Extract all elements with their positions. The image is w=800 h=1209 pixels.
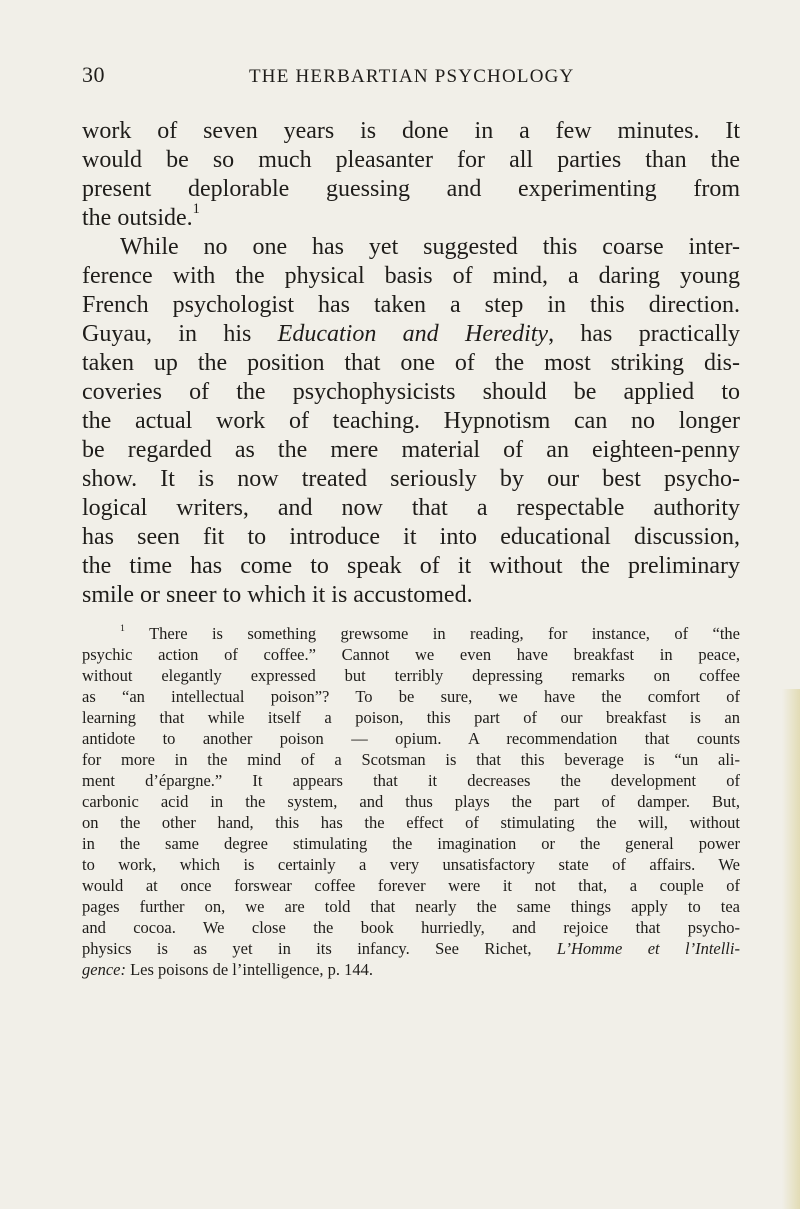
- text-line: While no one has yet suggested this coarse inter-: [120, 234, 740, 260]
- text-line: present deplorable guessing and experimenting from: [82, 176, 740, 202]
- text-line: work of seven years is done in a few minutes. It: [82, 118, 740, 144]
- footnote-line: ment d’épargne.” It appears that it decreases the development of: [82, 771, 740, 790]
- text-line: French psychologist has taken a step in this direction.: [82, 292, 740, 318]
- footnote-line: [82, 959, 740, 980]
- footnote-line: as “an intellectual poison”? To be sure, we have the comfort of: [82, 687, 740, 706]
- text-span: Guyau, in his: [82, 321, 278, 347]
- text-line: coveries of the psychophysicists should be applied to: [82, 379, 740, 405]
- text-line: show. It is now treated seriously by our best psycho-: [82, 466, 740, 492]
- footnote-reference: 1: [192, 201, 200, 218]
- text-line: taken up the position that one of the most striking dis-: [82, 350, 740, 376]
- footnote-line: [82, 623, 740, 644]
- text-span: There is something grewsome in reading, for instance, of “the: [124, 624, 740, 643]
- text-line: has seen fit to introduce it into educational discussion,: [82, 524, 740, 550]
- text-line: logical writers, and now that a respectable authority: [82, 495, 740, 521]
- text-line: [82, 201, 740, 233]
- text-line: [82, 320, 740, 349]
- main-text: [82, 117, 740, 610]
- text-line: ference with the physical basis of mind, a daring young: [82, 263, 740, 289]
- text-span: , has practically: [548, 321, 740, 347]
- footnote-line: without elegantly expressed but terribly depressing remarks on coffee: [82, 666, 740, 685]
- footnote-line: to work, which is certainly a very unsatisfactory state of affairs. We: [82, 855, 740, 874]
- footnote-line: carbonic acid in the system, and thus plays the part of damper. But,: [82, 792, 740, 811]
- footnote-line: pages further on, we are told that nearly the same things apply to tea: [82, 897, 740, 916]
- text-span: Les poisons de l’intelligence, p. 144.: [125, 960, 373, 979]
- footnote-line: learning that while itself a poison, this part of our breakfast is an: [82, 708, 740, 727]
- footnote-line: and cocoa. We close the book hurriedly, and rejoice that psycho-: [82, 918, 740, 937]
- footnote-line: [82, 938, 740, 959]
- body-text: [82, 117, 740, 980]
- book-title: L’Homme et l’Intelli-: [556, 939, 740, 958]
- book-title: gence:: [82, 960, 126, 979]
- footnote-line: would at once forswear coffee forever were it not that, a couple of: [82, 876, 740, 895]
- running-head: THE HERBARTIAN PSYCHOLOGY: [249, 66, 575, 87]
- text-line: the actual work of teaching. Hypnotism can no longer: [82, 408, 740, 434]
- footnote-line: psychic action of coffee.” Cannot we even have breakfast in peace,: [82, 645, 740, 664]
- text-span: physics is as yet in its infancy. See Richet,: [82, 939, 557, 958]
- footnote: [82, 623, 740, 980]
- text-line: smile or sneer to which it is accustomed.: [82, 582, 473, 608]
- text-span: the outside.: [82, 205, 193, 231]
- footnote-marker: 1: [120, 622, 125, 634]
- text-line: the time has come to speak of it without the preliminary: [82, 553, 740, 579]
- footnote-line: in the same degree stimulating the imagination or the general power: [82, 834, 740, 853]
- footnote-line: antidote to another poison — opium. A recommendation that counts: [82, 729, 740, 748]
- text-line: be regarded as the mere material of an eighteen-penny: [82, 437, 740, 463]
- page-number: 30: [82, 62, 105, 87]
- text-line: would be so much pleasanter for all parties than the: [82, 147, 740, 173]
- book-title: Education and Heredity: [277, 321, 549, 347]
- page-edge-stain: [782, 689, 800, 1209]
- footnote-line: for more in the mind of a Scotsman is that this beverage is “un ali-: [82, 750, 740, 769]
- footnote-line: on the other hand, this has the effect of stimulating the will, without: [82, 813, 740, 832]
